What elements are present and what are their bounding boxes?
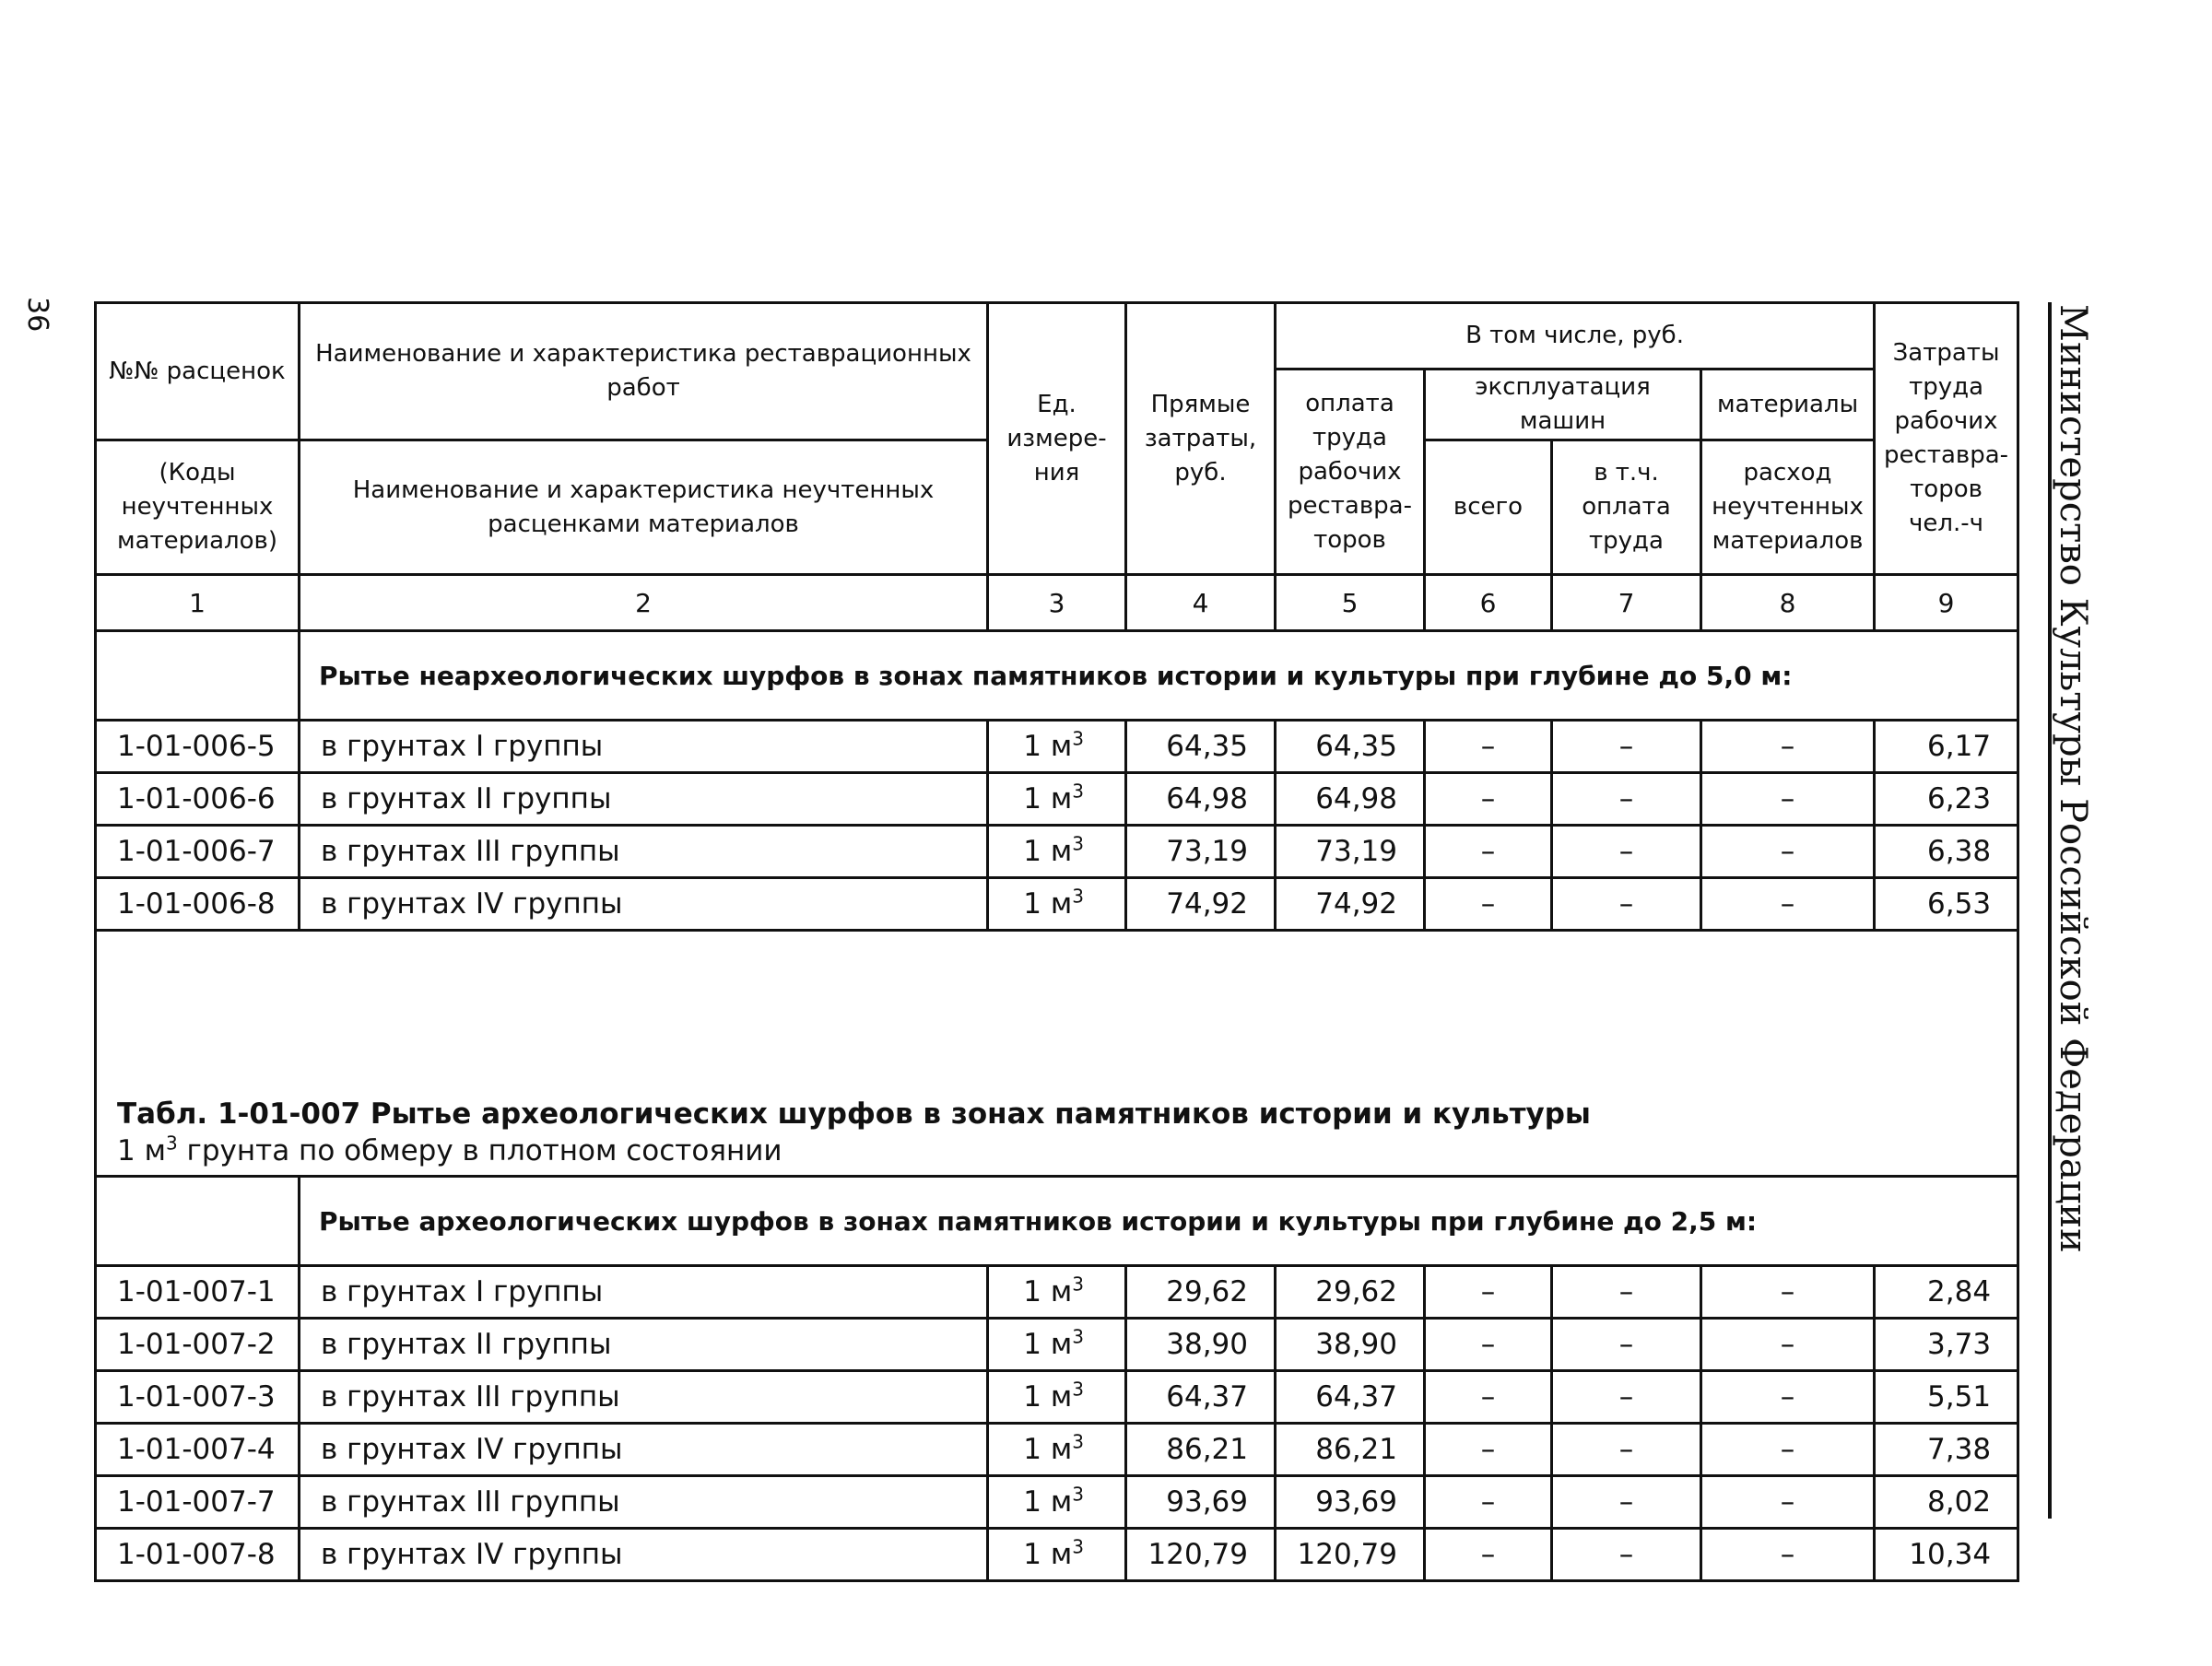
table-2-heading bbox=[96, 1096, 2018, 1177]
page-number: 36 bbox=[21, 297, 53, 333]
table-row bbox=[96, 721, 2018, 773]
machines-labor-cell: – bbox=[1552, 878, 1701, 931]
labor-pay-cell: 86,21 bbox=[1276, 1424, 1425, 1476]
labor-hours-cell: 6,38 bbox=[1875, 826, 2018, 878]
material-usage-cell: – bbox=[1701, 1529, 1875, 1581]
work-name-cell: в грунтах I группы bbox=[300, 721, 988, 773]
work-name-cell: в грунтах IV группы bbox=[300, 1424, 988, 1476]
labor-pay-cell: 29,62 bbox=[1276, 1266, 1425, 1319]
table-row bbox=[96, 773, 2018, 826]
table-row bbox=[96, 826, 2018, 878]
rate-code-cell: 1-01-006-6 bbox=[96, 773, 300, 826]
unit-cell: 1 $м^3$ bbox=[988, 878, 1126, 931]
table-row bbox=[96, 878, 2018, 931]
machines-labor-cell: – bbox=[1552, 773, 1701, 826]
rate-code-cell: 1-01-007-7 bbox=[96, 1476, 300, 1529]
column-number: 6 bbox=[1425, 575, 1552, 631]
column-number: 3 bbox=[988, 575, 1126, 631]
table-2-subtitle: 1 $м^3$ грунта по обмеру в плотном состоянии bbox=[117, 1132, 782, 1167]
work-name-cell: в грунтах IV группы bbox=[300, 1529, 988, 1581]
header-machines: эксплуатация машин bbox=[1425, 370, 1701, 440]
table-row bbox=[96, 1424, 2018, 1476]
machines-total-cell: – bbox=[1425, 1424, 1552, 1476]
direct-costs-cell: 120,79 bbox=[1126, 1529, 1276, 1581]
work-name-cell: в грунтах III группы bbox=[300, 1476, 988, 1529]
material-usage-cell: – bbox=[1701, 1319, 1875, 1371]
rate-code-cell: 1-01-007-1 bbox=[96, 1266, 300, 1319]
direct-costs-cell: 64,35 bbox=[1126, 721, 1276, 773]
labor-hours-cell: 8,02 bbox=[1875, 1476, 2018, 1529]
unit-cell: 1 $м^3$ bbox=[988, 1266, 1126, 1319]
material-usage-cell: – bbox=[1701, 878, 1875, 931]
labor-pay-cell: 64,98 bbox=[1276, 773, 1425, 826]
machines-labor-cell: – bbox=[1552, 1266, 1701, 1319]
unit-cell: 1 $м^3$ bbox=[988, 826, 1126, 878]
labor-pay-cell: 38,90 bbox=[1276, 1319, 1425, 1371]
rate-code-cell: 1-01-007-8 bbox=[96, 1529, 300, 1581]
machines-labor-cell: – bbox=[1552, 1319, 1701, 1371]
unit-cell: 1 $м^3$ bbox=[988, 1476, 1126, 1529]
work-name-cell: в грунтах III группы bbox=[300, 1371, 988, 1424]
header-labor-pay: оплата труда рабочих реставра-торов bbox=[1276, 370, 1425, 575]
rate-code-cell: 1-01-007-3 bbox=[96, 1371, 300, 1424]
direct-costs-cell: 86,21 bbox=[1126, 1424, 1276, 1476]
rate-code-cell: 1-01-006-5 bbox=[96, 721, 300, 773]
header-material-names: Наименование и характеристика неучтенных расценками материалов bbox=[300, 440, 988, 575]
side-title bbox=[2039, 304, 2094, 1520]
direct-costs-cell: 73,19 bbox=[1126, 826, 1276, 878]
table-gap bbox=[96, 931, 2018, 1097]
work-name-cell: в грунтах III группы bbox=[300, 826, 988, 878]
header-rate-numbers: №№ расценок bbox=[96, 303, 300, 440]
header-work-name: Наименование и характеристика реставрационных работ bbox=[300, 303, 988, 440]
machines-labor-cell: – bbox=[1552, 721, 1701, 773]
unit-cell: 1 $м^3$ bbox=[988, 773, 1126, 826]
direct-costs-cell: 64,98 bbox=[1126, 773, 1276, 826]
rates-table bbox=[94, 301, 2019, 1582]
table-row bbox=[96, 1371, 2018, 1424]
work-name-cell: в грунтах II группы bbox=[300, 1319, 988, 1371]
direct-costs-cell: 64,37 bbox=[1126, 1371, 1276, 1424]
labor-hours-cell: 10,34 bbox=[1875, 1529, 2018, 1581]
table-row bbox=[96, 1476, 2018, 1529]
section-title: Рытье неархеологических шурфов в зонах памятников истории и культуры при глубине до 5,0 м: bbox=[300, 631, 2018, 721]
labor-hours-cell: 6,17 bbox=[1875, 721, 2018, 773]
labor-pay-cell: 73,19 bbox=[1276, 826, 1425, 878]
header-labor-hours: Затраты труда рабочих реставра-торов чел.-ч bbox=[1875, 303, 2018, 575]
section-title: Рытье археологических шурфов в зонах памятников истории и культуры при глубине до 2,5 м: bbox=[300, 1177, 2018, 1266]
column-number: 4 bbox=[1126, 575, 1276, 631]
table-row bbox=[96, 1319, 2018, 1371]
table-2-title: Табл. 1-01-007 Рытье археологических шурфов в зонах памятников истории и культуры bbox=[117, 1097, 1591, 1131]
table-row bbox=[96, 1529, 2018, 1581]
material-usage-cell: – bbox=[1701, 721, 1875, 773]
work-name-cell: в грунтах IV группы bbox=[300, 878, 988, 931]
machines-total-cell: – bbox=[1425, 721, 1552, 773]
column-number: 9 bbox=[1875, 575, 2018, 631]
unit-cell: 1 $м^3$ bbox=[988, 1529, 1126, 1581]
machines-total-cell: – bbox=[1425, 1529, 1552, 1581]
machines-labor-cell: – bbox=[1552, 1476, 1701, 1529]
labor-hours-cell: 2,84 bbox=[1875, 1266, 2018, 1319]
labor-pay-cell: 120,79 bbox=[1276, 1529, 1425, 1581]
rate-code-cell: 1-01-007-2 bbox=[96, 1319, 300, 1371]
header-material-codes: (Коды неучтенных материалов) bbox=[96, 440, 300, 575]
side-title-text: Министерство Культуры Российской Федерации bbox=[2052, 304, 2094, 1253]
labor-pay-cell: 64,37 bbox=[1276, 1371, 1425, 1424]
direct-costs-cell: 93,69 bbox=[1126, 1476, 1276, 1529]
unit-cell: 1 $м^3$ bbox=[988, 1319, 1126, 1371]
column-number: 1 bbox=[96, 575, 300, 631]
column-number: 8 bbox=[1701, 575, 1875, 631]
header-unit: Ед. измере-ния bbox=[988, 303, 1126, 575]
material-usage-cell: – bbox=[1701, 1476, 1875, 1529]
machines-total-cell: – bbox=[1425, 1266, 1552, 1319]
header-machines-labor: в т.ч. оплата труда bbox=[1552, 440, 1701, 575]
table-row bbox=[96, 1266, 2018, 1319]
column-numbers-row bbox=[96, 575, 2018, 631]
header-machines-total: всего bbox=[1425, 440, 1552, 575]
material-usage-cell: – bbox=[1701, 1424, 1875, 1476]
rate-code-cell: 1-01-007-4 bbox=[96, 1424, 300, 1476]
machines-labor-cell: – bbox=[1552, 826, 1701, 878]
section-1-header bbox=[96, 631, 2018, 721]
machines-total-cell: – bbox=[1425, 1319, 1552, 1371]
material-usage-cell: – bbox=[1701, 773, 1875, 826]
direct-costs-cell: 38,90 bbox=[1126, 1319, 1276, 1371]
material-usage-cell: – bbox=[1701, 1266, 1875, 1319]
rate-code-cell: 1-01-006-7 bbox=[96, 826, 300, 878]
material-usage-cell: – bbox=[1701, 826, 1875, 878]
labor-hours-cell: 3,73 bbox=[1875, 1319, 2018, 1371]
column-number: 2 bbox=[300, 575, 988, 631]
material-usage-cell: – bbox=[1701, 1371, 1875, 1424]
labor-hours-cell: 6,53 bbox=[1875, 878, 2018, 931]
rate-code-cell: 1-01-006-8 bbox=[96, 878, 300, 931]
machines-total-cell: – bbox=[1425, 878, 1552, 931]
machines-labor-cell: – bbox=[1552, 1371, 1701, 1424]
labor-pay-cell: 74,92 bbox=[1276, 878, 1425, 931]
direct-costs-cell: 29,62 bbox=[1126, 1266, 1276, 1319]
header-direct-costs: Прямые затраты, руб. bbox=[1126, 303, 1276, 575]
machines-labor-cell: – bbox=[1552, 1424, 1701, 1476]
labor-hours-cell: 6,23 bbox=[1875, 773, 2018, 826]
header-material-usage: расход неучтенных материалов bbox=[1701, 440, 1875, 575]
header-group: В том числе, руб. bbox=[1276, 303, 1875, 370]
table-2-heading-row bbox=[96, 1096, 2018, 1177]
machines-total-cell: – bbox=[1425, 1371, 1552, 1424]
column-number: 5 bbox=[1276, 575, 1425, 631]
labor-pay-cell: 64,35 bbox=[1276, 721, 1425, 773]
unit-cell: 1 $м^3$ bbox=[988, 721, 1126, 773]
machines-labor-cell: – bbox=[1552, 1529, 1701, 1581]
section-2-header bbox=[96, 1177, 2018, 1266]
unit-cell: 1 $м^3$ bbox=[988, 1371, 1126, 1424]
machines-total-cell: – bbox=[1425, 826, 1552, 878]
unit-cell: 1 $м^3$ bbox=[988, 1424, 1126, 1476]
machines-total-cell: – bbox=[1425, 1476, 1552, 1529]
labor-pay-cell: 93,69 bbox=[1276, 1476, 1425, 1529]
work-name-cell: в грунтах I группы bbox=[300, 1266, 988, 1319]
direct-costs-cell: 74,92 bbox=[1126, 878, 1276, 931]
labor-hours-cell: 5,51 bbox=[1875, 1371, 2018, 1424]
column-number: 7 bbox=[1552, 575, 1701, 631]
labor-hours-cell: 7,38 bbox=[1875, 1424, 2018, 1476]
work-name-cell: в грунтах II группы bbox=[300, 773, 988, 826]
machines-total-cell: – bbox=[1425, 773, 1552, 826]
header-materials: материалы bbox=[1701, 370, 1875, 440]
